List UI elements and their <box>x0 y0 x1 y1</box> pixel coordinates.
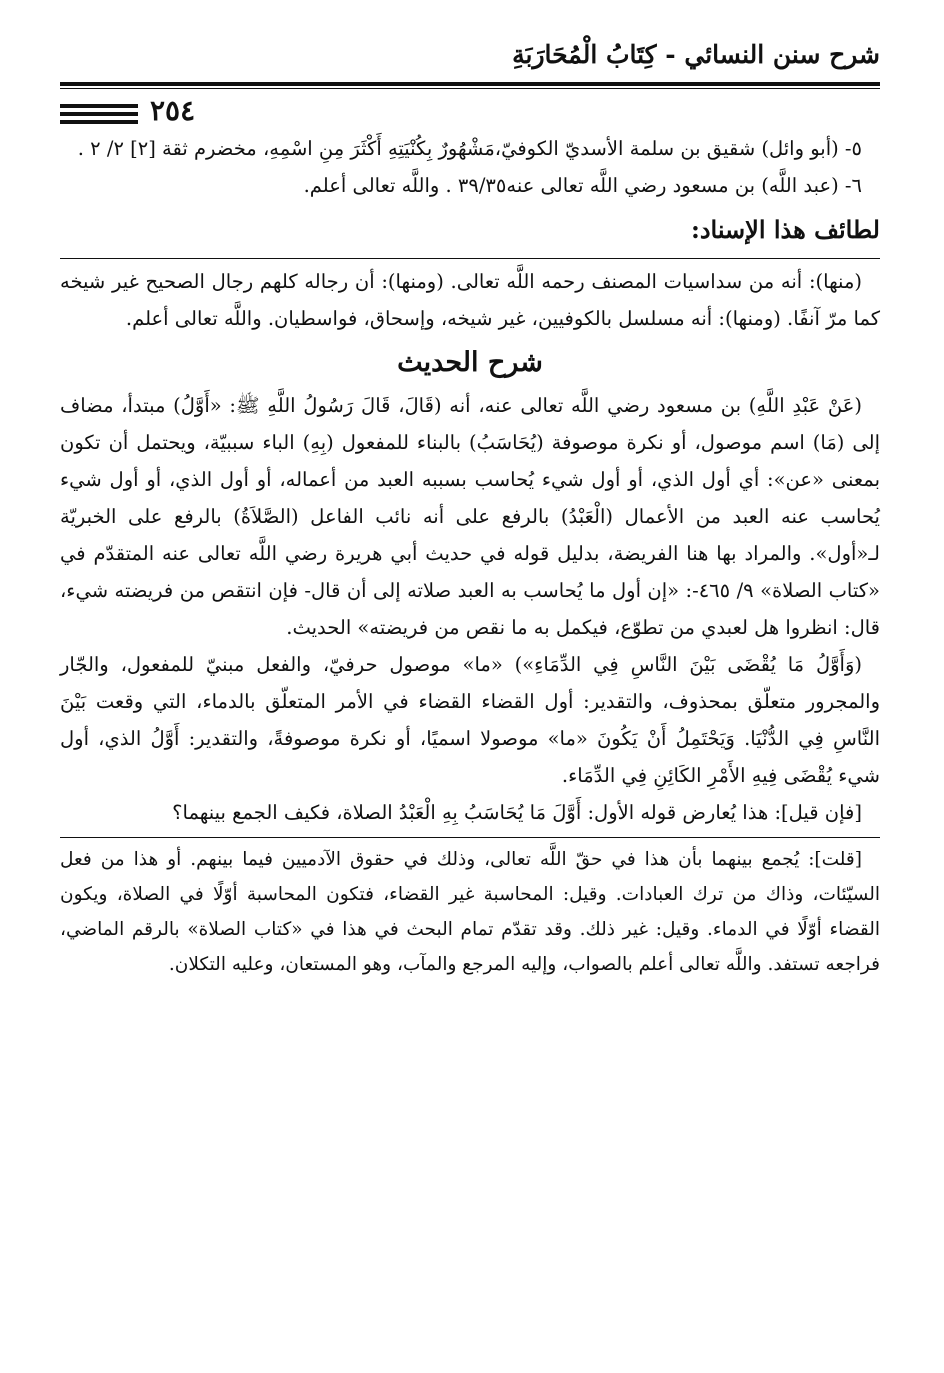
running-header <box>60 38 880 90</box>
isnad-heading: لطائف هذا الإسناد: <box>690 215 880 244</box>
page-number-row <box>60 90 880 130</box>
page-number-ornament <box>60 104 138 108</box>
header-rule-thin <box>60 88 880 89</box>
book-page <box>60 38 880 982</box>
header-title: شرح سنن النسائي - كِتَابُ الْمُحَارَبَةِ <box>512 40 880 69</box>
page-number-ornament <box>60 120 138 124</box>
answer-paragraph: [قلت]: يُجمع بينهما بأن هذا في حقّ اللَّه تعالى، وذلك في حقوق الآدميين فيما بينهم. أو هذا من فعل السيّئات، وذاك من ترك العبادات. وقيل: المحاسبة غير القضاء، فتكون المحاسبة أوّلًا في الصلاة، ويكون القضاء أوّلًا في الدماء. وقيل: غير ذلك. وقد تقدّم تمام البحث في هذا في «كتاب الصلاة» بالرقم الماضي، فراجعه تستفد. واللَّه تعالى أعلم بالصواب، وإليه المرجع والمآب، وهو المستعان، وعليه التكلان. <box>60 849 880 975</box>
page-number: ٢٥٤ <box>150 94 196 127</box>
header-rule <box>60 82 880 86</box>
sharh-heading: شرح الحديث <box>397 347 543 378</box>
question-paragraph: [فإن قيل]: هذا يُعارض قوله الأول: أَوَّلَ مَا يُحَاسَبُ بِهِ الْعَبْدُ الصلاة، فكيف الجمع بينهما؟ <box>172 801 862 824</box>
narrator-entry-6: ٦- (عبد اللَّه) بن مسعود رضي اللَّه تعالى عنه٣٩/٣٥ . واللَّه تعالى أعلم. <box>303 174 862 197</box>
sharh-paragraph: (وَأَوَّلُ مَا يُقْضَى بَيْنَ النَّاسِ فِي الدِّمَاءِ») «ما» موصول حرفيّ، والفعل مبنيّ للمفعول، والجّار والمجرور متعلّق بمحذوف، والتقدير: أول القضاء القضاء في الأمر المتعلّق بالدماء، التي وقعت بَيْنَ النَّاسِ فِي الدُّنْيَا. وَيَحْتَمِلُ أَنْ يَكُونَ «ما» موصولا اسميًا، أو نكرة موصوفةً، والتقدير: أَوَّلُ الذي، أول شيء يُقْضَى فِيهِ الأَمْرِ الكَائِنِ فِي الدِّمَاء. <box>60 653 880 787</box>
page-number-ornament <box>60 112 138 116</box>
section-divider <box>60 258 880 259</box>
isnad-text: (منها): أنه من سداسيات المصنف رحمه اللَّه تعالى. (ومنها): أن رجاله كلهم رجال الصحيح غير شيخه كما مرّ آنفًا. (ومنها): أنه مسلسل بالكوفيين، غير شيخه، وإسحاق، فواسطيان. واللَّه تعالى أعلم. <box>60 270 880 330</box>
sharh-paragraph: (عَنْ عَبْدِ اللَّهِ) بن مسعود رضي اللَّه تعالى عنه، أنه (قَالَ، قَالَ رَسُولُ اللَّهِ ﷺ: «أَوَّلُ) مبتدأ، مضاف إلى (مَا) اسم موصول، أو نكرة موصوفة (يُحَاسَبُ) بالبناء للمفعول (بِهِ) الباء سببيّة، ويحتمل أن تكون بمعنى «عن»: أي أول الذي، أو أول شيء يُحاسب بسببه العبد من أعماله، أو أول الذي، أو أول شيء يُحاسب عنه العبد من الأعمال (الْعَبْدُ) بالرفع على أنه نائب الفاعل (الصَّلاَةُ) بالرفع على الخبريّة لـ«أول». والمراد بها هنا الفريضة، بدليل قوله في حديث أبي هريرة رضي اللَّه تعالى عنه المتقدّم في «كتاب الصلاة» ٩/ ٤٦٥-: «إن أول ما يُحاسب به العبد صلاته إلى أن قال- فإن انتقص من فريضته شيء، قال: انظروا هل لعبدي من تطوّع، فيكمل به ما نقص من فريضته» الحديث. <box>60 394 880 639</box>
answer-divider <box>60 837 880 838</box>
narrator-entry-5: ٥- (أبو وائل) شقيق بن سلمة الأسديّ الكوفيّ،مَشْهُورٌ بِكُنْيَتِهِ أَكْثَرَ مِنِ اسْمِهِ، مخضرم ثقة [٢] ٢/ ٢ . <box>77 137 862 160</box>
